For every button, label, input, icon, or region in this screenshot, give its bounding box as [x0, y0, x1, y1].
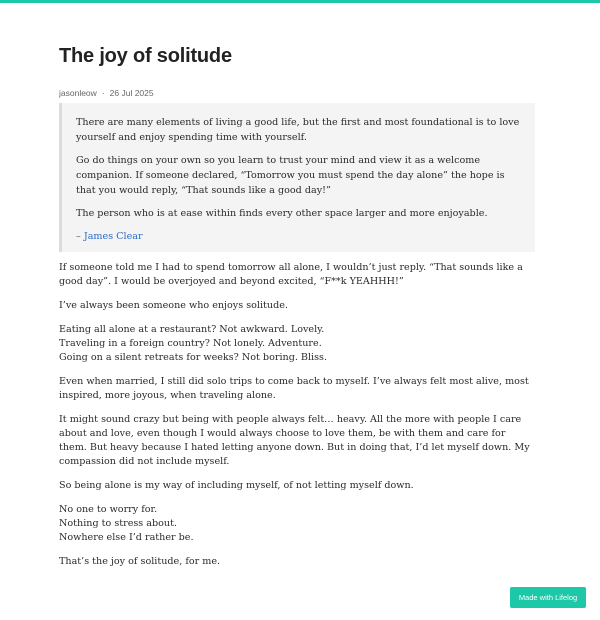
body-paragraph — [59, 323, 535, 365]
post-body — [59, 261, 535, 579]
body-line: So being alone is my way of including myself, of not letting myself down. — [59, 480, 414, 491]
made-with-lifelog-button[interactable]: Made with Lifelog — [510, 587, 586, 608]
body-line: Even when married, I still did solo trips to come back to myself. I’ve always felt most alive, most inspired, more joyous, when traveling alone. — [59, 376, 529, 401]
body-line: Eating all alone at a restaurant? Not awkward. Lovely. — [59, 324, 325, 335]
body-line: Nowhere else I’d rather be. — [59, 532, 194, 543]
body-paragraph — [59, 375, 535, 403]
body-line: No one to worry for. — [59, 504, 158, 515]
quote-paragraph: The person who is at ease within finds every other space larger and more enjoyable. — [76, 208, 488, 219]
quote-attribution — [76, 229, 521, 244]
body-paragraph — [59, 299, 535, 313]
post-meta — [59, 88, 154, 98]
body-line: Traveling in a foreign country? Not lonely. Adventure. — [59, 338, 322, 349]
quote-paragraph: Go do things on your own so you learn to trust your mind and view it as a welcome companion. If someone declared, “Tomorrow you must spend the day alone” the hope is that you would reply, “That sounds like a good day!” — [76, 155, 505, 196]
attribution-dash: – — [76, 231, 81, 242]
body-line: That’s the joy of solitude, for me. — [59, 556, 221, 567]
body-line: It might sound crazy but being with people always felt… heavy. All the more with people I care about and love, even though I would always choose to love them, be with them and care for them. But heavy because I hated letting anyone down. But in doing that, I’d let myself down. My compassion did not include myself. — [59, 414, 530, 467]
attribution-link[interactable]: James Clear — [83, 231, 143, 242]
body-paragraph — [59, 555, 535, 569]
post-date: 26 Jul 2025 — [109, 88, 154, 98]
post-title: The joy of solitude — [59, 45, 232, 67]
body-line: Going on a silent retreats for weeks? Not boring. Bliss. — [59, 352, 328, 363]
body-paragraph — [59, 413, 535, 469]
meta-separator: · — [101, 88, 105, 98]
body-paragraph — [59, 503, 535, 545]
body-line: I’ve always been someone who enjoys solitude. — [59, 300, 288, 311]
body-paragraph — [59, 479, 535, 493]
author-link[interactable]: jasonleow — [59, 88, 97, 98]
blockquote — [59, 103, 535, 252]
top-accent-bar — [0, 0, 600, 3]
quote-paragraph: There are many elements of living a good life, but the first and most foundational is to love yourself and enjoy spending time with yourself. — [76, 117, 520, 143]
body-line: If someone told me I had to spend tomorrow all alone, I wouldn’t just reply. “That sounds like a good day”. I would be overjoyed and beyond excited, “F**k YEAHHH!” — [59, 262, 523, 287]
body-line: Nothing to stress about. — [59, 518, 177, 529]
body-paragraph — [59, 261, 535, 289]
